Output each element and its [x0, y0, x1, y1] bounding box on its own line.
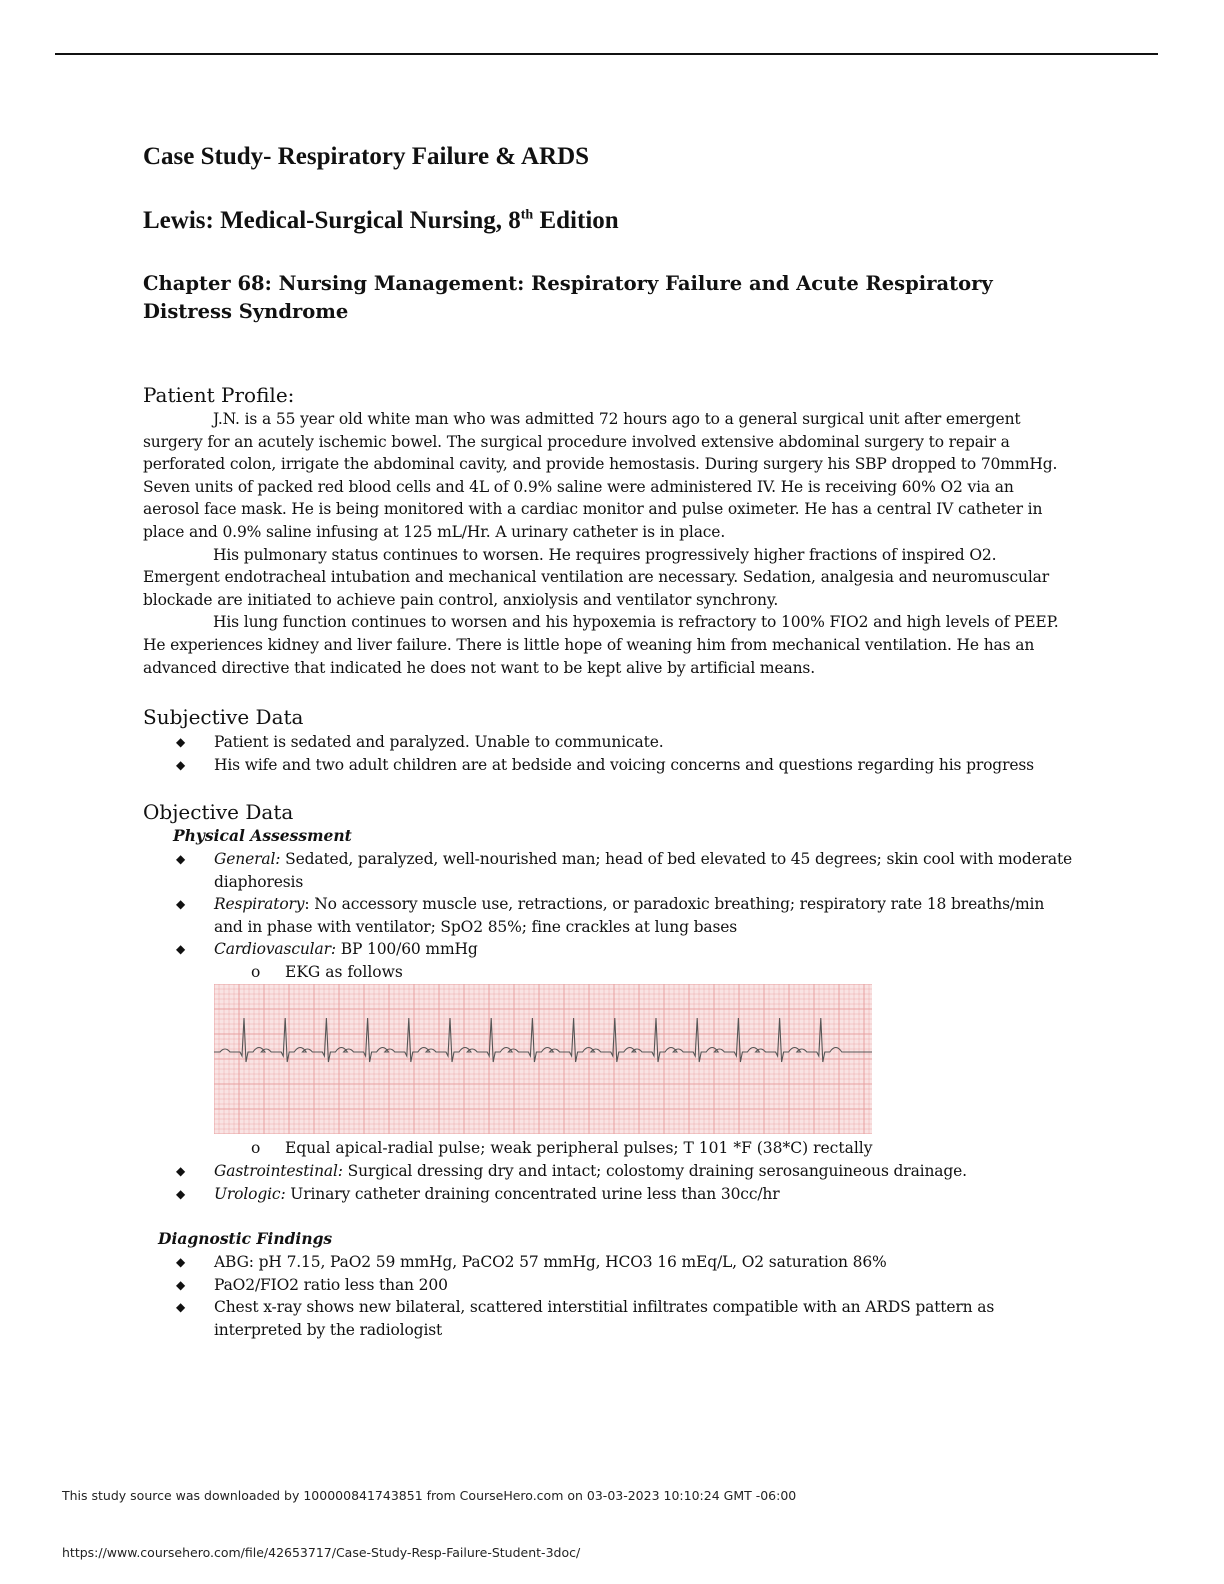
bullet-icon: ◆ [176, 735, 186, 749]
bullet-icon: ◆ [176, 757, 186, 772]
profile-paragraph: His pulmonary status continues to worsen. He requires progressively higher fractions of inspired O2. Emergent endotracheal intubation and mechanical ventilation are necessary. Sedation, analgesia and neuromuscular blockade are initiated to achieve pain control, anxiolysis and ventilator synchrony. [143, 545, 1049, 609]
header-rule [55, 53, 1158, 55]
list-item: ◆ His wife and two adult children are at bedside and voicing concerns and questions regarding his progress [143, 754, 1073, 777]
list-item: ◆ ABG: pH 7.15, PaO2 59 mmHg, PaCO2 57 mmHg, HCO3 16 mEq/L, O2 saturation 86% [143, 1251, 1073, 1274]
list-item: ◆ General: Sedated, paralyzed, well-nourished man; head of bed elevated to 45 degrees; skin cool with moderate diaphoresis [176, 850, 1073, 891]
bullet-icon: ◆ [176, 1186, 186, 1201]
patient-profile-body [143, 408, 1063, 679]
sub-bullet-icon: o [251, 963, 261, 981]
ekg-sublist [143, 961, 403, 984]
list-item: ◆ Gastrointestinal: Surgical dressing dry and intact; colostomy draining serosanguineous drainage. [143, 1160, 1073, 1183]
pulse-sublist [143, 1137, 873, 1160]
physical-assessment-list [143, 848, 1073, 961]
list-item: ◆ Patient is sedated and paralyzed. Unable to communicate. [143, 731, 1073, 754]
profile-paragraph: J.N. is a 55 year old white man who was admitted 72 hours ago to a general surgical unit after emergent surgery for an acutely ischemic bowel. The surgical procedure involved extensive abdominal surgery to repair a perforated colon, irrigate the abdominal cavity, and provide hemostasis. During surgery his SBP dropped to 70mmHg. Seven units of packed red blood cells and 4L of 0.9% saline were administered IV. He is receiving 60% O2 via an aerosol face mask. He is being monitored with a cardiac monitor and pulse oximeter. He has a central IV catheter in place and 0.9% saline infusing at 125 mL/Hr. A urinary catheter is in place. [143, 410, 1058, 541]
bullet-icon: ◆ [176, 1277, 186, 1292]
diagnostic-findings-heading: Diagnostic Findings [158, 1229, 333, 1248]
list-item: ◆ Cardiovascular: BP 100/60 mmHg [143, 938, 1073, 961]
patient-profile-heading: Patient Profile: [143, 383, 295, 407]
list-item: o EKG as follows [143, 961, 403, 984]
bullet-icon: ◆ [176, 852, 186, 866]
bullet-icon: ◆ [176, 1164, 186, 1178]
bullet-icon: ◆ [176, 942, 186, 957]
bullet-icon: ◆ [176, 1300, 186, 1315]
subjective-list [143, 731, 1073, 776]
systems-list [143, 1160, 1073, 1205]
page-title: Case Study- Respiratory Failure & ARDS [143, 143, 590, 170]
list-item: ◆ PaO2/FIO2 ratio less than 200 [143, 1274, 1073, 1297]
objective-heading: Objective Data [143, 800, 294, 824]
bullet-icon: ◆ [176, 897, 186, 912]
book-title: Lewis: Medical-Surgical Nursing, 8th Edition [143, 207, 619, 234]
list-item: ◆ Respiratory: No accessory muscle use, retractions, or paradoxic breathing; respiratory rate 18 breaths/min and in phase with ventilator; SpO2 85%; fine crackles at lung bases [176, 895, 1045, 936]
ekg-strip-image [214, 984, 872, 1134]
bullet-icon: ◆ [176, 1255, 186, 1269]
sub-bullet-icon: o [251, 1139, 261, 1157]
diagnostic-list [143, 1251, 1073, 1341]
download-source-note: This study source was downloaded by 100000841743851 from CourseHero.com on 03-03-2023 10:10:24 GMT -06:00 [62, 1488, 797, 1503]
source-url[interactable]: https://www.coursehero.com/file/42653717/Case-Study-Resp-Failure-Student-3doc/ [62, 1545, 581, 1560]
list-item: ◆ Urologic: Urinary catheter draining concentrated urine less than 30cc/hr [143, 1183, 1073, 1206]
list-item: ◆ Chest x-ray shows new bilateral, scattered interstitial infiltrates compatible with an ARDS pattern as interpreted by the radiologist [176, 1298, 995, 1339]
subjective-heading: Subjective Data [143, 705, 304, 729]
list-item: o Equal apical-radial pulse; weak peripheral pulses; T 101 *F (38*C) rectally [143, 1137, 873, 1160]
physical-assessment-heading: Physical Assessment [173, 826, 352, 845]
profile-paragraph: His lung function continues to worsen and his hypoxemia is refractory to 100% FIO2 and high levels of PEEP. He experiences kidney and liver failure. There is little hope of weaning him from mechanical ventilation. He has an advanced directive that indicated he does not want to be kept alive by artificial means. [143, 613, 1059, 677]
chapter-title: Chapter 68: Nursing Management: Respiratory Failure and Acute Respiratory Distress Syndrome [143, 272, 993, 323]
